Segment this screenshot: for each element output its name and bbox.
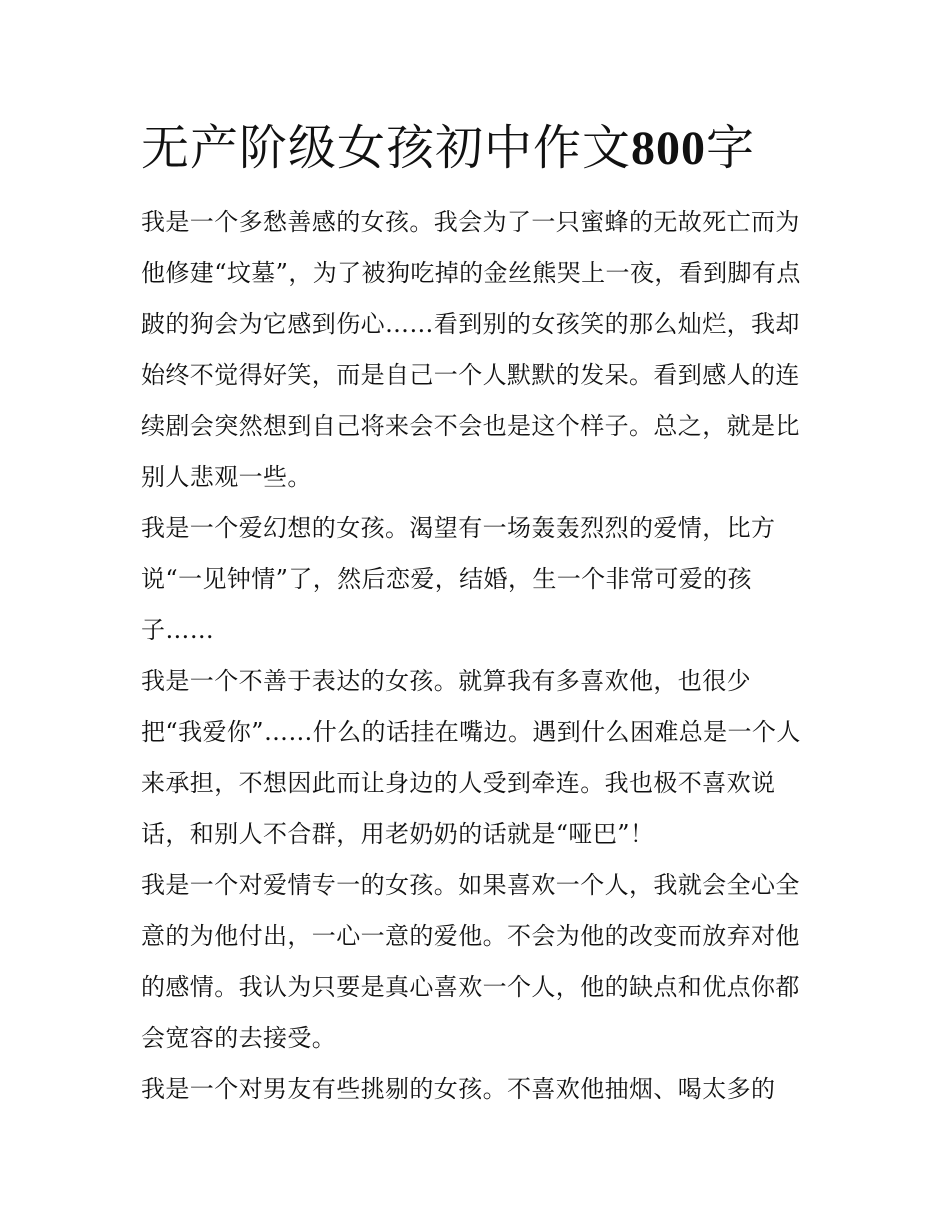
text-line: 意的为他付出，一心一意的爱他。不会为他的改变而放弃对他 xyxy=(141,922,800,950)
title-number: 800 xyxy=(631,122,707,175)
paragraph-3 xyxy=(141,656,821,860)
title-text: 无产阶级女孩初中作文 xyxy=(141,120,632,176)
text-line: 始终不觉得好笑，而是自己一个人默默的发呆。看到感人的连 xyxy=(141,361,800,389)
text-line: 说“一见钟情”了，然后恋爱，结婚，生一个非常可爱的孩 xyxy=(141,565,752,593)
text-line: 把“我爱你”……什么的话挂在嘴边。遇到什么困难总是一个人 xyxy=(141,718,801,746)
text-line: 的感情。我认为只要是真心喜欢一个人，他的缺点和优点你都 xyxy=(141,973,800,1001)
text-line: 我是一个对爱情专一的女孩。如果喜欢一个人，我就会全心全 xyxy=(141,871,800,899)
document-title xyxy=(141,118,755,179)
paragraph-4 xyxy=(141,860,821,1064)
text-line: 来承担，不想因此而让身边的人受到牵连。我也极不喜欢说 xyxy=(141,769,776,797)
text-line: 话，和别人不合群，用老奶奶的话就是“哑巴”！ xyxy=(141,820,655,848)
text-line: 我是一个爱幻想的女孩。渴望有一场轰轰烈烈的爱情，比方 xyxy=(141,514,776,542)
text-line: 我是一个对男友有些挑剔的女孩。不喜欢他抽烟、喝太多的 xyxy=(141,1075,776,1103)
text-line: 别人悲观一些。 xyxy=(141,463,312,491)
paragraph-5 xyxy=(141,1064,821,1115)
title-suffix: 字 xyxy=(706,120,756,176)
text-line: 子…… xyxy=(141,616,215,644)
text-line: 续剧会突然想到自己将来会不会也是这个样子。总之，就是比 xyxy=(141,412,800,440)
text-line: 会宽容的去接受。 xyxy=(141,1024,337,1052)
text-line: 跛的狗会为它感到伤心……看到别的女孩笑的那么灿烂，我却 xyxy=(141,310,800,338)
text-line: 他修建“坟墓”，为了被狗吃掉的金丝熊哭上一夜，看到脚有点 xyxy=(141,259,801,287)
text-line: 我是一个不善于表达的女孩。就算我有多喜欢他，也很少 xyxy=(141,667,751,695)
document-body xyxy=(141,197,821,1115)
paragraph-2 xyxy=(141,503,821,656)
text-line: 我是一个多愁善感的女孩。我会为了一只蜜蜂的无故死亡而为 xyxy=(141,208,800,236)
paragraph-1 xyxy=(141,197,821,503)
